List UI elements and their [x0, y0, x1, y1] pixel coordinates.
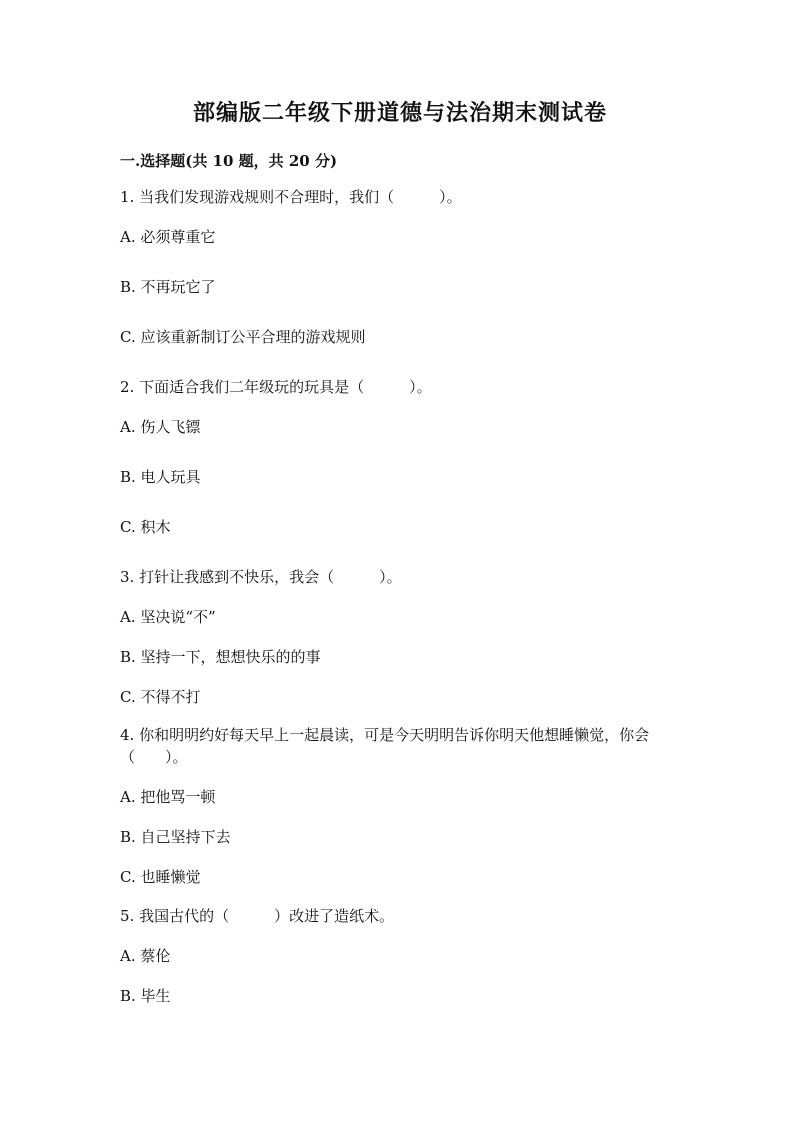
- exam-title: 部编版二年级下册道德与法治期末测试卷: [192, 100, 607, 126]
- section-heading: 一.选择题(共 10 题，共 20 分): [120, 152, 338, 170]
- question-3-option-a: A. 坚决说“不”: [120, 608, 216, 626]
- question-4-option-c: C. 也睡懒觉: [120, 868, 201, 886]
- question-4-option-a: A. 把他骂一顿: [120, 788, 216, 806]
- question-1-option-a: A. 必须尊重它: [120, 228, 216, 246]
- question-3-stem: 3. 打针让我感到不快乐，我会（ ）。: [120, 568, 402, 586]
- question-1-option-c: C. 应该重新制订公平合理的游戏规则: [120, 328, 366, 346]
- question-3-option-b: B. 坚持一下，想想快乐的的事: [120, 648, 321, 666]
- question-5-stem: 5. 我国古代的（ ）改进了造纸术。: [120, 907, 395, 925]
- question-2-option-a: A. 伤人飞镖: [120, 418, 201, 436]
- question-3-option-c: C. 不得不打: [120, 688, 201, 706]
- question-1-option-b: B. 不再玩它了: [120, 278, 216, 296]
- question-2-option-b: B. 电人玩具: [120, 468, 201, 486]
- question-2-stem: 2. 下面适合我们二年级玩的玩具是（ ）。: [120, 378, 432, 396]
- question-4-option-b: B. 自己坚持下去: [120, 828, 231, 846]
- question-5-option-a: A. 蔡伦: [120, 947, 171, 965]
- question-1-stem: 1. 当我们发现游戏规则不合理时，我们（ ）。: [120, 188, 462, 206]
- question-2-option-c: C. 积木: [120, 518, 171, 536]
- question-4-stem: 4. 你和明明约好每天早上一起晨读，可是今天明明告诉你明天他想睡懒觉，你会（ ）。: [120, 726, 650, 766]
- question-5-option-b: B. 毕生: [120, 987, 171, 1005]
